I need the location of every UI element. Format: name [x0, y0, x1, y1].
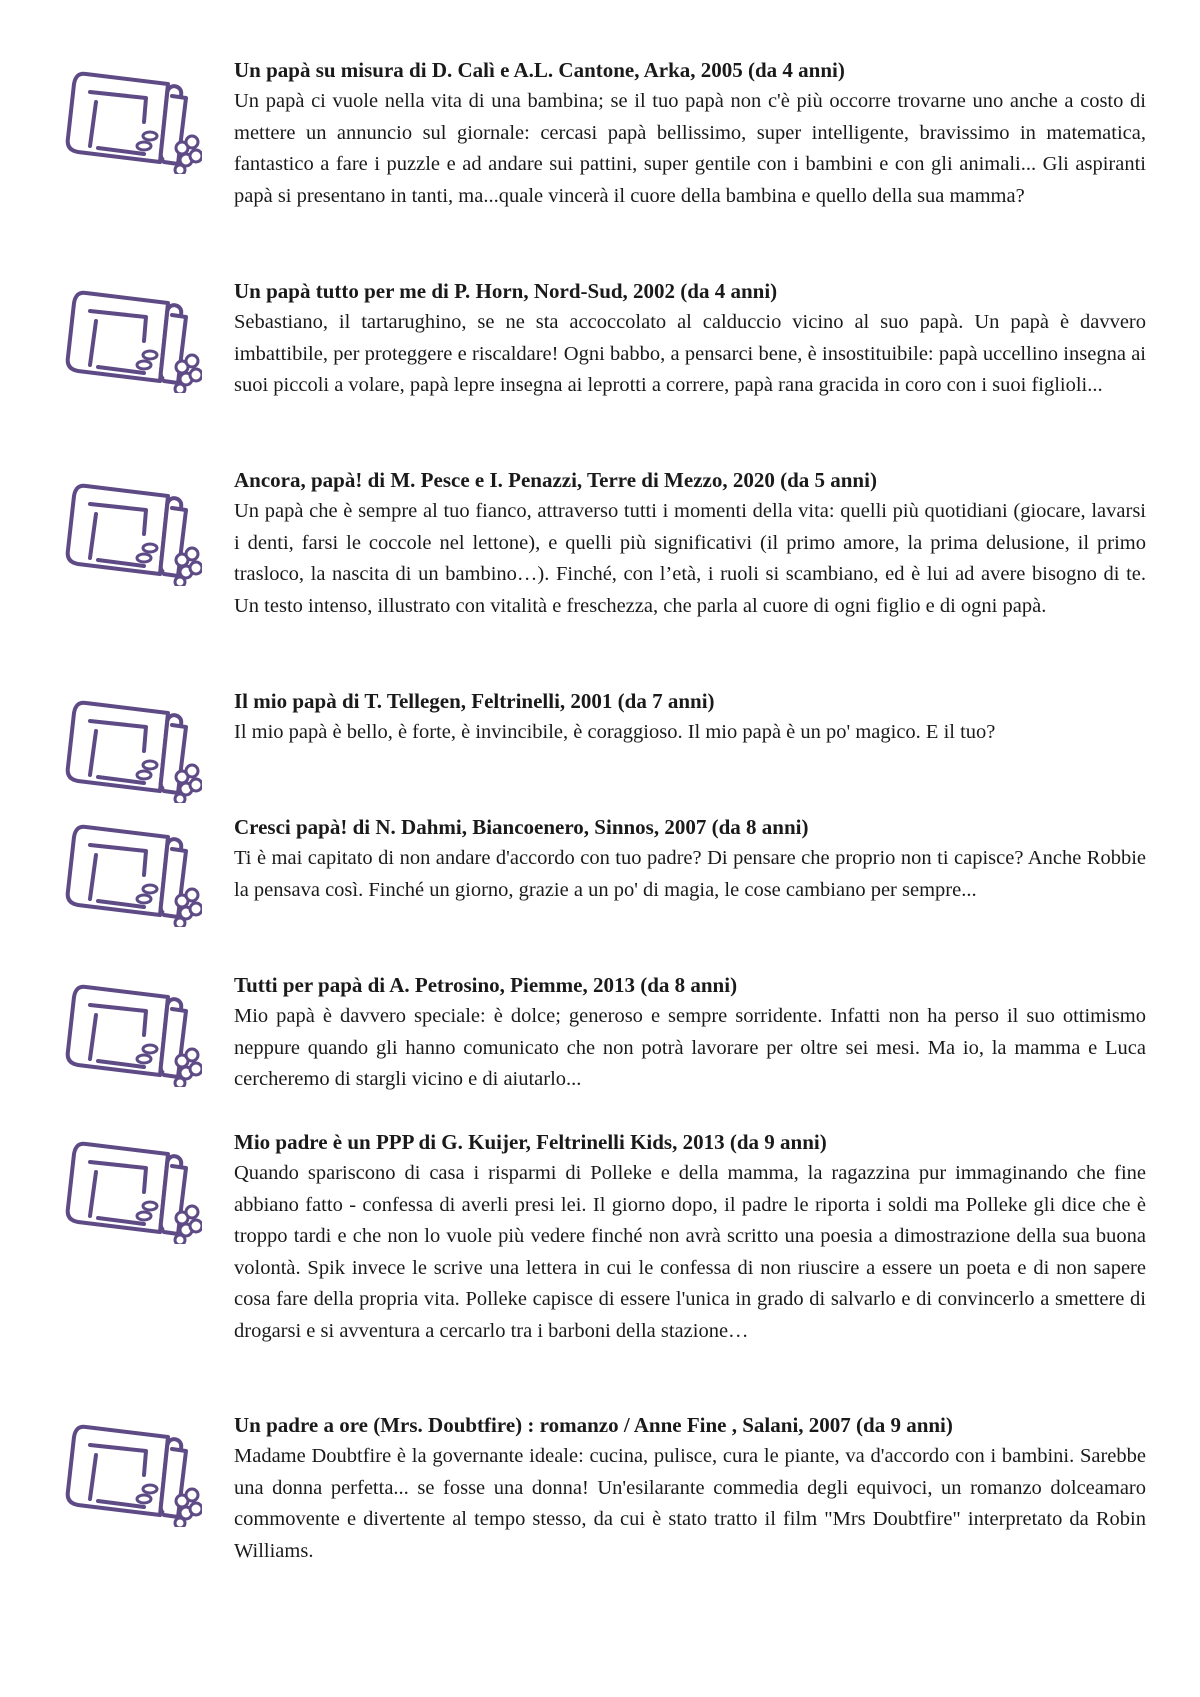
book-title: Un papà su misura di D. Calì e A.L. Cantone, Arka, 2005 (da 4 anni) — [234, 58, 845, 82]
entry-text — [234, 275, 1146, 402]
entry-text — [234, 811, 1146, 906]
entry-text — [234, 685, 1146, 749]
pill-bottle-icon — [60, 62, 202, 174]
pill-bottle-icon — [60, 815, 202, 927]
pill-bottle-icon — [60, 975, 202, 1087]
book-title: Il mio papà di T. Tellegen, Feltrinelli, 2001 (da 7 anni) — [234, 689, 715, 713]
book-title: Un padre a ore (Mrs. Doubtfire) : romanzo / Anne Fine , Salani, 2007 (da 9 anni) — [234, 1413, 953, 1437]
pill-bottle-icon — [60, 691, 202, 803]
entry-text — [234, 464, 1146, 622]
book-description: Un papà ci vuole nella vita di una bambina; se il tuo papà non c'è più occorre trovarne uno anche a costo di mettere un annuncio sul giornale: cercasi papà bellissimo, super intelligente, bravissimo in matematica, fantastico a fare i puzzle e ad andare sui pattini, super gentile con i bambini e con gli animali... Gli aspiranti papà si presentano in tanti, ma...quale vincerà il cuore della bambina e quello della sua mamma? — [234, 90, 1146, 207]
entry-text — [234, 1126, 1146, 1347]
book-description: Sebastiano, il tartarughino, se ne sta accoccolato al calduccio vicino al suo papà. Un papà è davvero imbattibile, per proteggere e riscaldare! Ogni babbo, a pensarci bene, è insostituibile: papà uccellino insegna ai suoi piccoli a volare, papà lepre insegna ai leprotti a correre, papà rana gracida in coro con i suoi figlioli... — [234, 311, 1146, 396]
book-title: Un papà tutto per me di P. Horn, Nord-Sud, 2002 (da 4 anni) — [234, 279, 778, 303]
entry-text — [234, 54, 1146, 212]
book-description: Un papà che è sempre al tuo fianco, attraverso tutti i momenti della vita: quelli più quotidiani (giocare, lavarsi i denti, farsi le coccole nel lettone), e quelli più significativi (il primo amore, la prima delusione, il primo trasloco, la nascita di un bambino…). Finché, con l’età, i ruoli si scambiano, ed è lui ad avere bisogno di te. Un testo intenso, illustrato con vitalità e freschezza, che parla al cuore di ogni figlio e di ogni papà. — [234, 500, 1146, 617]
book-title: Ancora, papà! di M. Pesce e I. Penazzi, Terre di Mezzo, 2020 (da 5 anni) — [234, 468, 877, 492]
book-title: Cresci papà! di N. Dahmi, Biancoenero, Sinnos, 2007 (da 8 anni) — [234, 815, 809, 839]
book-title: Tutti per papà di A. Petrosino, Piemme, 2013 (da 8 anni) — [234, 973, 738, 997]
book-description: Mio papà è davvero speciale: è dolce; generoso e sempre sorridente. Infatti non ha perso il suo ottimismo neppure quando gli hanno comunicato che non potrà lavorare per oltre sei mesi. Ma io, la mamma e Luca cercheremo di stargli vicino e di aiutarlo... — [234, 1005, 1146, 1090]
book-description: Ti è mai capitato di non andare d'accordo con tuo padre? Di pensare che proprio non ti capisce? Anche Robbie la pensava così. Finché un giorno, grazie a un po' di magia, le cose cambiano per sempre... — [234, 847, 1146, 901]
book-description: Quando spariscono di casa i risparmi di Polleke e della mamma, la ragazzina pur immaginando che fine abbiano fatto - confessa di averli presi lei. Il giorno dopo, il padre le riporta i soldi ma Polleke gli dice che è troppo tardi e che non lo vuole più vedere finché non avrà scritto una poesia a dimostrazione della sua buona volontà. Spik invece le scrive una lettera in cui le confessa di non riuscire a essere un poeta e di non sapere cosa fare della propria vita. Polleke capisce di essere l'unica in grado di salvarlo e di convincerlo a smettere di drogarsi e si avventura a cercarlo tra i barboni della stazione… — [234, 1162, 1146, 1342]
pill-bottle-icon — [60, 474, 202, 586]
book-description: Madame Doubtfire è la governante ideale: cucina, pulisce, cura le piante, va d'accordo con i bambini. Sarebbe una donna perfetta... se fosse una donna! Un'esilarante commedia degli equivoci, un romanzo dolceamaro commovente e divertente al tempo stesso, da cui è stato tratto il film "Mrs Doubtfire" interpretato da Robin Williams. — [234, 1445, 1146, 1562]
pill-bottle-icon — [60, 1132, 202, 1244]
book-description: Il mio papà è bello, è forte, è invincibile, è coraggioso. Il mio papà è un po' magico. E il tuo? — [234, 721, 996, 743]
pill-bottle-icon — [60, 1415, 202, 1527]
book-title: Mio padre è un PPP di G. Kuijer, Feltrinelli Kids, 2013 (da 9 anni) — [234, 1130, 827, 1154]
pill-bottle-icon — [60, 281, 202, 393]
entry-text — [234, 969, 1146, 1096]
entry-text — [234, 1409, 1146, 1567]
